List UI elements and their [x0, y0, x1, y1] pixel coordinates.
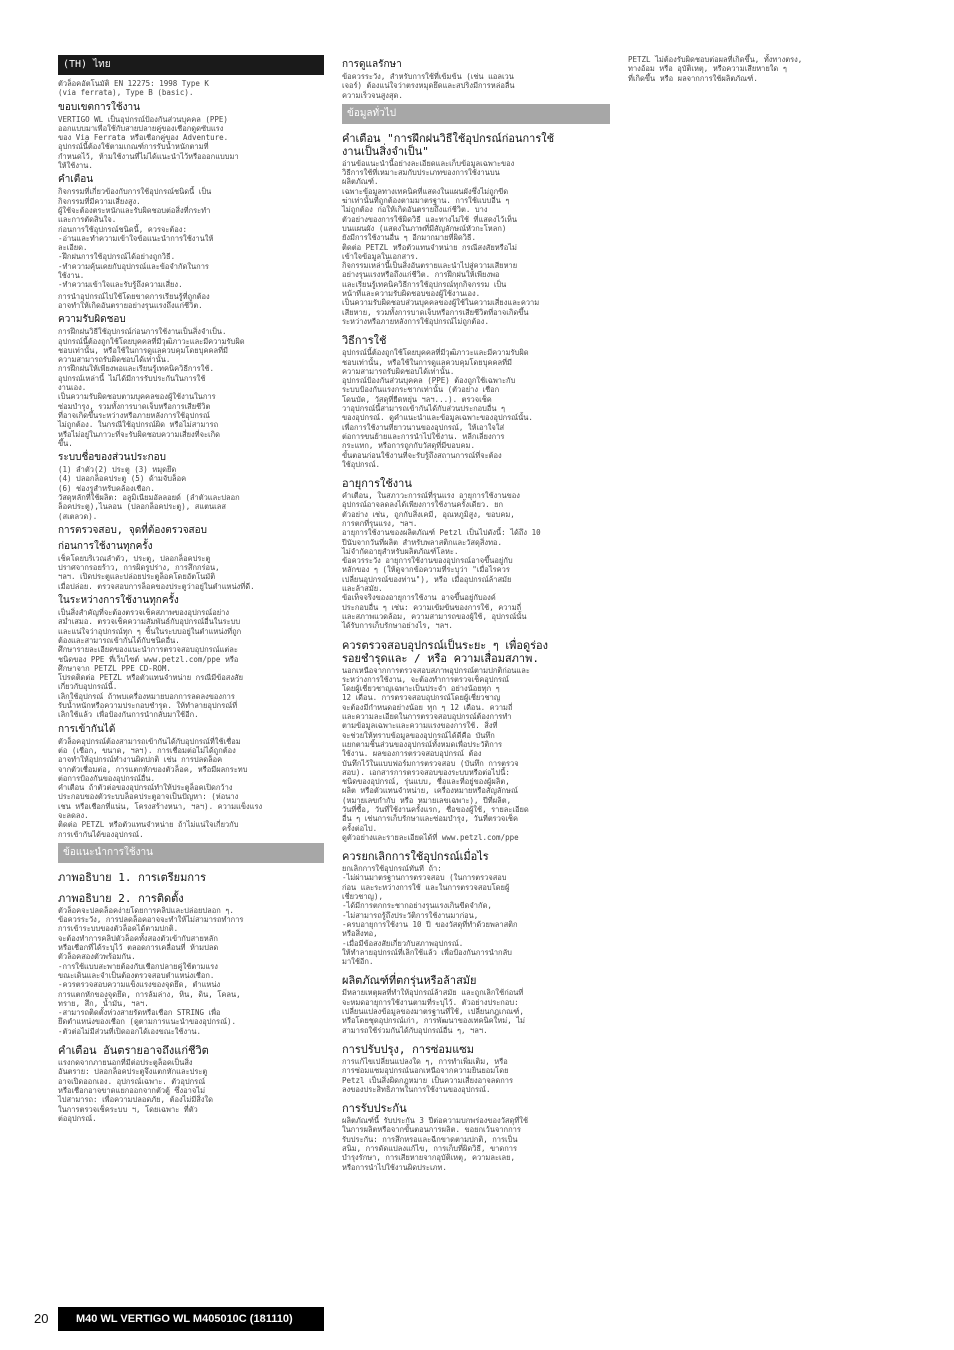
retirement-heading: ควรยกเลิกการใช้อุปกรณ์เมื่อไร — [342, 850, 489, 864]
warning-note: การนำอุปกรณ์ไปใช้โดยขาดการเรียนรู้ที่ถูกต้อง อาจทำให้เกิดอันตรายอย่างรุนแรงถึงแก่ชีวิต. — [58, 291, 210, 310]
usage-text: อุปกรณ์นี้ต้องถูกใช้โดยบุคคลที่มีวุฒิภาวะและมีความรับผิด ชอบเท่านั้น, หรือใช้ในการดูแลควบคุมโดยบุคคลที่มี ความสามารถรับผิดชอบได้เท่านั้น. อุปกรณ์ป้องกันส่วนบุคคล (PPE) ต้องถูกใช้เฉพาะกับ ระบบป้องกันแรงกระชากเท่านั้น (ตัวอย่าง เชือก โดนบัด, วัสดุที่ยืดหยุ่น ฯลฯ...). ตรวจเช็ค วาอุปกรณ์นี้สามารถเข้ากันได้กับส่วนประกอบอื่น ๆ ของอุปกรณ์. ดูคำแนะนำและข้อมูลเฉพาะของอุปกรณ์นั้น. เพื่อการใช้งานที่ยาวนานของอุปกรณ์, ให้เอาใจใส่ ต่อการขนย้ายและการนำไปใช้งาน. หลีกเลี่ยงการ กระแทก, หรือการถูกกับวัสดุที่มีขอบคม. ขั้นตอนก่อนใช้งานที่จะรับรู้ถึงสถานการณ์ที่จะต้อง ใช้อุปกรณ์. — [342, 348, 533, 469]
left-column — [58, 55, 324, 1125]
periodic-inspection-text: นอกเหนือจากการตรวจสอบสภาพอุปกรณ์ตามปกติก่อนและ ระหว่างการใช้งาน, จะต้องทำการตรวจเช็คอุปกรณ์ โดยผู้เชี่ยวชาญเฉพาะเป็นประจำ อย่างน้อยทุก ๆ 12 เดือน. การตรวจสอบอุปกรณ์โดยผู้เชี่ยวชาญ จะต้องมีกำหนดอย่างน้อย ทุก ๆ 12 เดือน. ความถี่ และความละเอียดในการตรวจสอบอุปกรณ์ต้องการทำ ตามข้อมูลเฉพาะและความแรงของการใช้. สิ่งที่ จะช่วยให้ทราบข้อมูลของอุปกรณ์ได้ดีคือ บันทึก แยกตามชิ้นส่วนของอุปกรณ์ทั้งหมดเพื่อประวัติการ ใช้งาน. ผลของการตรวจสอบอุปกรณ์ ต้อง บันทึกไว้ในแบบฟอร์มการตรวจสอบ (บันทึก การตรวจ สอบ). เอกสารการตรวจสอบของระบบหรือต่อไปนี้: ชนิดของอุปกรณ์, รุ่นแบบ, ชื่อและที่อยู่ของผู้ผลิต, ผลิต หรือตัวแทนจำหน่าย, เครื่องหมายหรือสัญลักษณ์ (หมายเลขกำกับ หรือ หมายเลขเฉพาะ), ปีที่ผลิต, วันที่ซื้อ, วันที่ใช้งานครั้งแรก, ชื่อของผู้ใช้, รายละเอียด อื่น ๆ เช่นการเก็บรักษาและซ่อมบำรุง, วันที่ตรวจเช็ค ครั้งต่อไป. ดูตัวอย่างและรายละเอียดได้ที่ www.petzl.com/ppe — [342, 665, 530, 842]
guarantee-heading: การรับประกัน — [342, 1102, 407, 1116]
maintenance-text: ข้อควรระวัง, สำหรับการใช้ที่เข้มข้น (เช่น แอลเวน เจอร์) ต้องแน่ใจว่าตรงหมุดยึดและสปริงมีการหล่อลื่น ความเร็วจนสูงสุด. — [342, 72, 515, 100]
during-use-text: เป็นสิ่งสำคัญที่จะต้องตรวจเช็คสภาพของอุปกรณ์อย่าง สม่ำเสมอ. ตรวจเช็คความสัมพันธ์กับอุปกรณ์อื่นในระบบ และแน่ใจว่าอุปกรณ์ทุก ๆ ชิ้นในระบบอยู่ในตำแหน่งที่ถูก ต้องและสามารถเข้ากันได้กับชนิดอื่น. ศึกษารายละเอียดของแนะนำการตรวจสอบอุปกรณ์แต่ละ ชนิดของ PPE ที่เว็บไซต์ www.petzl.com/ppe หรือ ศึกษาจาก PETZL PPE CD-ROM. โปรดติดต่อ PETZL หรือตัวแทนจำหน่าย กรณีมีข้อสงสัย เกี่ยวกับอุปกรณ์นี้. เลิกใช้อุปกรณ์ ถ้าพบเครื่องหมายบอกการลดลงของการ รับน้ำหนักหรือความประกอบชำรุด. ให้ทำลายอุปกรณ์ที่ เลิกใช้แล้ว เพื่อป้องกันการนำกลับมาใช้อีก. — [58, 608, 243, 720]
field-of-application-text: VERTIGO WL เป็นอุปกรณ์ป้องกันส่วนบุคคล (PPE) ออกแบบมาเพื่อใช้กับสายปลายคู่ของเชือกดูดซับแรง ของ Via Ferrata หรือเชือกคู่ของ Adventure. อุปกรณ์นี้ต้องใช้ตามเกณฑ์การรับน้ำหนักตามที่ กำหนดไว้, ห้ามใช้งานที่ไม่ได้แนะนำไว้หรือออกแบบมา ให้ใช้งาน. — [58, 114, 239, 171]
responsibility-heading: ความรับผิดชอบ — [58, 314, 126, 326]
before-use-text: เช็คโดยบริเวณลำตัว, ประตู, ปลอกล็อคประตู ปราศจากรอยร้าว, การผิดรูปร่าง, การสึกกร่อน, ฯลฯ. เปิดประตูและปล่อยประตูล็อคโดยอัตโนมัติ เมื่อปล่อย. ตรวจสอบการล็อคของประตูว่าอยู่ในตำแหน่งที่ดี. — [58, 553, 255, 591]
right-column — [628, 55, 898, 85]
before-use-subheading: ก่อนการใช้งานทุกครั้ง — [58, 540, 153, 552]
liability-text: PETZL ไม่ต้องรับผิดชอบต่อผลที่เกิดขึ้น, ทั้งทางตรง, ทางอ้อม หรือ อุบัติเหตุ, หรือความเสียหายใด ๆ ที่เกิดขึ้น หรือ ผลจากการใช้ผลิตภัณฑ์. — [628, 55, 803, 83]
standard-intro: ตัวล็อคอัตโนมัติ EN 12275: 1998 Type K (via ferrata), Type B (basic). — [58, 79, 209, 98]
page-number: 20 — [34, 1311, 49, 1326]
warning-text: กิจกรรมที่เกี่ยวข้องกับการใช้อุปกรณ์ชนิดนี้ เป็น กิจกรรมที่มีความเสี่ยงสูง. ผู้ใช้จะต้องตระหนักและรับผิดชอบต่อสิ่งที่กระทำ และการตัดสินใจ. ก่อนการใช้อุปกรณ์ชนิดนี้, ควรจะต้อง: -อ่านและทำความเข้าใจข้อแนะนำการใช้งานให้ ละเอียด. -ฝึกฝนการใช้อุปกรณ์ได้อย่างถูกวิธี. -ทำความคุ้นเคยกับอุปกรณ์และข้อจำกัดในการ ใช้งาน. -ทำความเข้าใจและรับรู้ถึงความเสี่ยง. — [58, 187, 214, 290]
during-use-subheading: ในระหว่างการใช้งานทุกครั้ง — [58, 595, 179, 607]
retirement-text: ยกเลิกการใช้อุปกรณ์ทันที ถ้า: -ไม่ผ่านมาตรฐานการตรวจสอบ (ในการตรวจสอบ ก่อน และระหว่างการใช้ และในการตรวจสอบโดยผู้ เชี่ยวชาญ), -ได้มีการตกกระชากอย่างรุนแรงเกินขีดจำกัด, -ไม่สามารถรู้ถึงประวัติการใช้งานมาก่อน, -ครบอายุการใช้งาน 10 ปี ของวัสดุที่ทำด้วยพลาสติก หรือสิ่งทอ, -เมื่อมีข้อสงสัยเกี่ยวกับสภาพอุปกรณ์. ให้ทำลายอุปกรณ์ที่เลิกใช้แล้ว เพื่อป้องกันการนำกลับ มาใช้อีก. — [342, 864, 518, 967]
compatibility-text: ตัวล็อคอุปกรณ์ต้องสามารถเข้ากันได้กับอุปกรณ์ที่ใช้เชื่อม ต่อ (เชือก, ขนาด, ฯลฯ). การเชื่อมต่อไม่ได้ถูกต้อง อาจทำให้อุปกรณ์ทำงานผิดปกติ เช่น การปลดล็อค จากตัวเชื่อมต่อ, การแตกหักของตัวล็อค, หรือมีผลกระทบ ต่อการป้องกันของอุปกรณ์อื่น. คำเตือน ถ้าตัวต่อของอุปกรณ์ทำให้ประตูล็อคเปิดกว้าง ประกอบของตัวระบบล็อคประตูอาจเป็นปัญหา: (ห่อนาง เชน หรือเชือกที่แน่น, โครงสร้างหนา, ฯลฯ). ความแข็งแรง จะลดลง. ติดต่อ PETZL หรือตัวแทนจำหน่าย ถ้าไม่แน่ใจเกี่ยวกับ การเข้ากันได้ของอุปกรณ์. — [58, 736, 263, 839]
warning-heading: คำเตือน — [58, 174, 94, 186]
responsibility-text: การฝึกฝนวิธีใช้อุปกรณ์ก่อนการใช้งานเป็นสิ่งจำเป็น. อุปกรณ์นี้ต้องถูกใช้โดยบุคคลที่มีวุฒิภาวะและมีความรับผิด ชอบเท่านั้น, หรือใช้ในการดูแลควบคุมโดยบุคคลที่มี ความสามารถรับผิดชอบได้เท่านั้น. การฝึกฝนให้เพียงพอและเรียนรู้เทคนิควิธีการใช้. อุปกรณ์เหล่านี้ ไม่ได้มีการรับประกันในการใช้ งานเอง. เป็นความรับผิดชอบตามบุคคลของผู้ใช้งานในการ ซ่อมบำรุง, รวมทั้งการบาดเจ็บหรือการเสียชีวิต ที่อาจเกิดขึ้นระหว่างหรือภายหลังการใช้อุปกรณ์ ไม่ถูกต้อง. ในกรณีใช้อุปกรณ์ผิด หรือไม่สามารถ หรือไม่อยู่ในภาวะที่จะรับผิดชอบความเสี่ยงที่จะเกิด ขึ้น. — [58, 327, 245, 448]
modifications-text: การแก้ไขเปลี่ยนแปลงใด ๆ, การทำเพิ่มเติม, หรือ การซ่อมแซมอุปกรณ์นอกเหนือจากความยินยอมโดย Petzl เป็นสิ่งผิดกฎหมาย เป็นความเสี่ยงอาจลดการ ลงของประสิทธิภาพในการใช้งานของอุปกรณ์. — [342, 1056, 514, 1094]
obsolescence-text: มีหลายเหตุผลที่ทำให้อุปกรณ์ล้าสมัย และถูกเลิกใช้ก่อนที่ จะหมดอายุการใช้งานตามที่ระบุไว้. ตัวอย่างประกอบ: เปลี่ยนแปลงข้อมูลของมาตรฐานที่ใช้, เปลี่ยนกฎเกณฑ์, หรือโดยชุดอุปกรณ์เก่า, การพัฒนาของเทคนิคใหม่, ไม่ สามารถใช้ร่วมกันได้กับอุปกรณ์อื่น ๆ, ฯลฯ. — [342, 988, 525, 1035]
periodic-inspection-heading: ควรตรวจสอบอุปกรณ์เป็นระยะ ๆ เพื่อดูร่อง รอยชำรุดและ / หรือ ความเสื่อมสภาพ. — [342, 638, 549, 665]
inspection-heading: การตรวจสอบ, จุดที่ต้องตรวจสอบ — [58, 524, 208, 536]
obsolescence-heading: ผลิตภัณฑ์ที่ตกรุ่นหรือล้าสมัย — [342, 974, 477, 988]
middle-column — [342, 55, 610, 1174]
general-info-section-bar: ข้อมูลทั่วไป — [342, 104, 610, 124]
training-warning-heading: คำเตือน "การฝึกฝนวิธีใช้อุปกรณ์ก่อนการใช้ งานเป็นสิ่งจำเป็น" — [342, 131, 555, 158]
instructions-section-bar: ข้อแนะนำการใช้งาน — [58, 843, 324, 863]
figure1-heading: ภาพอธิบาย 1. การเตรียมการ — [58, 870, 207, 884]
guarantee-text: ผลิตภัณฑ์นี้ รับประกัน 3 ปีต่อความบกพร่องของวัสดุที่ใช้ ในการผลิตหรือจากขั้นตอนการผลิต. ขอยกเว้นจากการ รับประกัน: การสึกหรอและฉีกขาดตามปกติ, การเป็น สนิม, การดัดแปลงแก้ไข, การเก็บที่ผิดวิธี, ขาดการ บำรุงรักษา, การเสียหายจากอุบัติเหตุ, ความละเลย, หรือการนำไปใช้งานผิดประเภท. — [342, 1116, 529, 1172]
lifetime-heading: อายุการใช้งาน — [342, 477, 412, 491]
nomenclature-text: (1) ลำตัว(2) ประตู (3) หมุดยึด (4) ปลอกล็อคประตู (5) ด้ามจับล็อค (6) ช่องรูสำหรับคล้องเชือก. วัสดุหลักที่ใช้ผลิต: อลูมิเนียมอัลลอยด์ (ลำตัวและปลอก ล็อคประตู),ไนลอน (ปลอกล็อคประตู), สแตนเลส (สเตลวด). — [58, 465, 240, 521]
lifetime-text: คำเตือน, ในสภาวะการณ์ที่รุนแรง อายุการใช้งานของ อุปกรณ์อาจลดลงได้เพียงการใช้งานครั้งเดียว. ยก ตัวอย่าง เช่น, ถูกกับสิ่งเคมี, อุณหภูมิสูง, ขอบคม, การตกที่รุนแรง, ฯลฯ. อายุการใช้งานของผลิตภัณฑ์ Petzl เป็นไปดังนี้: ได้ถึง 10 ปีนับจากวันที่ผลิต สำหรับพลาสติกและวัสดุสิ่งทอ. ไม่จำกัดอายุสำหรับผลิตภัณฑ์โลหะ. ข้อควรระวัง อายุการใช้งานของอุปกรณ์อาจขึ้นอยู่กับ หลักของ ๆ (ให้ดูจากข้อความที่ระบุว่า "เมื่อไรควร เปลี่ยนอุปกรณ์ของท่าน"), หรือ เมื่ออุปกรณ์ล้าสมัย และล้าสมัย. ข้อเท็จจริงของอายุการใช้งาน อาจขึ้นอยู่กับองค์ ประกอบอื่น ๆ เช่น: ความเข้มข้นของการใช้, ความถี่ และสภาพแวดล้อม, ความสามารถของผู้ใช้, อุปกรณ์นั้น ได้รับการเก็บรักษาอย่างไร, ฯลฯ. — [342, 491, 541, 631]
language-label: (TH) ไทย — [58, 55, 324, 75]
training-warning-text: อ่านข้อแนะนำนี้อย่างละเอียดและเก็บข้อมูลเฉพาะของ วิธีการใช้ที่เหมาะสมกับประเภทของการใช้งานบน ผลิตภัณฑ์. เฉพาะข้อมูลทางเทคนิคที่แสดงในแผนผังซึ่งไม่ถูกขีด ฆ่าเท่านั้นที่ถูกต้องตามมาตรฐาน. การใช้แบบอื่น ๆ ไม่ถูกต้อง ก่อให้เกิดอันตรายถึงแก่ชีวิต. บาง ตัวอย่างของการใช้ผิดวิธี และทางไม่ใช้ ที่แสดงไว้เห็น บนแผนผัง (แสดงในภาพที่มีสัญลักษณ์หัวกะโหลก) ยังมีการใช้งานอื่น ๆ อีกมากมายที่ผิดวิธี. ติดต่อ PETZL หรือตัวแทนจำหน่าย กรณีสงสัยหรือไม่ เข้าใจข้อมูลในเอกสาร. กิจกรรมเหล่านี้เป็นสิ่งอันตรายและนำไปสู่ความเสียหาย อย่างรุนแรงหรือถึงแก่ชีวิต. การฝึกฝนให้เพียงพอ และเรียนรู้เทคนิควิธีการใช้อุปกรณ์ทุกกิจกรรม เป็น หน้าที่และความรับผิดชอบของผู้ใช้งานเอง. เป็นความรับผิดชอบส่วนบุคคลของผู้ใช้ในความเสี่ยงและความ เสียหาย, รวมทั้งการบาดเจ็บหรือการเสียชีวิตที่อาจเกิดขึ้น ระหว่างหรือภายหลังการใช้อุปกรณ์ไม่ถูกต้อง. — [342, 158, 540, 326]
danger-warning-heading: คำเตือน อันตรายอาจถึงแก่ชีวิต — [58, 1044, 209, 1058]
usage-heading: วิธีการใช้ — [342, 334, 387, 348]
nomenclature-heading: ระบบชื่อของส่วนประกอบ — [58, 452, 167, 464]
figure2-heading: ภาพอธิบาย 2. การติดตั้ง — [58, 891, 184, 905]
maintenance-heading: การดูแลรักษา — [342, 59, 402, 70]
compatibility-heading: การเข้ากันได้ — [58, 723, 116, 735]
field-of-application-heading: ขอบเขตการใช้งาน — [58, 101, 140, 113]
modifications-heading: การปรับปรุง, การซ่อมแซม — [342, 1042, 474, 1056]
danger-warning-text: แรงกดจากภายนอกที่มีต่อประตูล็อคเป็นสิ่ง อันตราย: ปลอกล็อคประตูจึงแตกหักและประตู อาจเปิดออกเอง. อุปกรณ์เฉพาะ. ตัวอุปกรณ์ หรือเชือกอาจขาดแยกออกจากตัวตู้ ซึ่งอาจไม่ ไปสามารถ: เพื่อความปลอดภัย, ต้องไม่มีสิ่งใด ในการตรวจเช็คระบบ ฯ, โดยเฉพาะ ที่ตัว ต่ออุปกรณ์. — [58, 1058, 214, 1123]
installation-text: ตัวล็อคจะปลดล็อคง่ายโดยการคลิปและปล่อยปลอก ๆ. ข้อควรระวัง, การปลดล็อคอาจจะทำให้ไม่สามารถทำการ การเข้าระบบของตัวล็อคได้ตามปกติ. จะต้องทำการคลิปตัวล็อคทั้งสองตัวเข้ากับสายหลัก หรือเชือกที่ได้ระบุไว้ ตลอดการเคลื่อนที่ ห้ามปลด ตัวล็อคสองตัวพร้อมกัน. -การใช้แบบสะพายต้องกับเชือกปลายคู่ใช้ตามแรง ขณะเดินและจำเป็นต้องตรวจสอบตำแหน่งเชือก. -ควรตรวจสอบความแข็งแรงของจุดยึด, ตำแหน่ง การแตกหักของจุดยึด, การล้มล่าง, หิน, ดิน, โคลน, ทราย, สึก, น้ำมัน, ฯลฯ. -สามารถติดตั้งห่วงสายรัดหรือเชือก STRING เพื่อ ยึดตำแหน่งของเชือก (ดูตามการแนะนำของอุปกรณ์). -ตัวต่อไม่มีส่วนที่เปิดออกได้เองขณะใช้งาน. — [58, 905, 244, 1036]
document-reference: M40 WL VERTIGO WL M405010C (181110) — [58, 1307, 324, 1331]
